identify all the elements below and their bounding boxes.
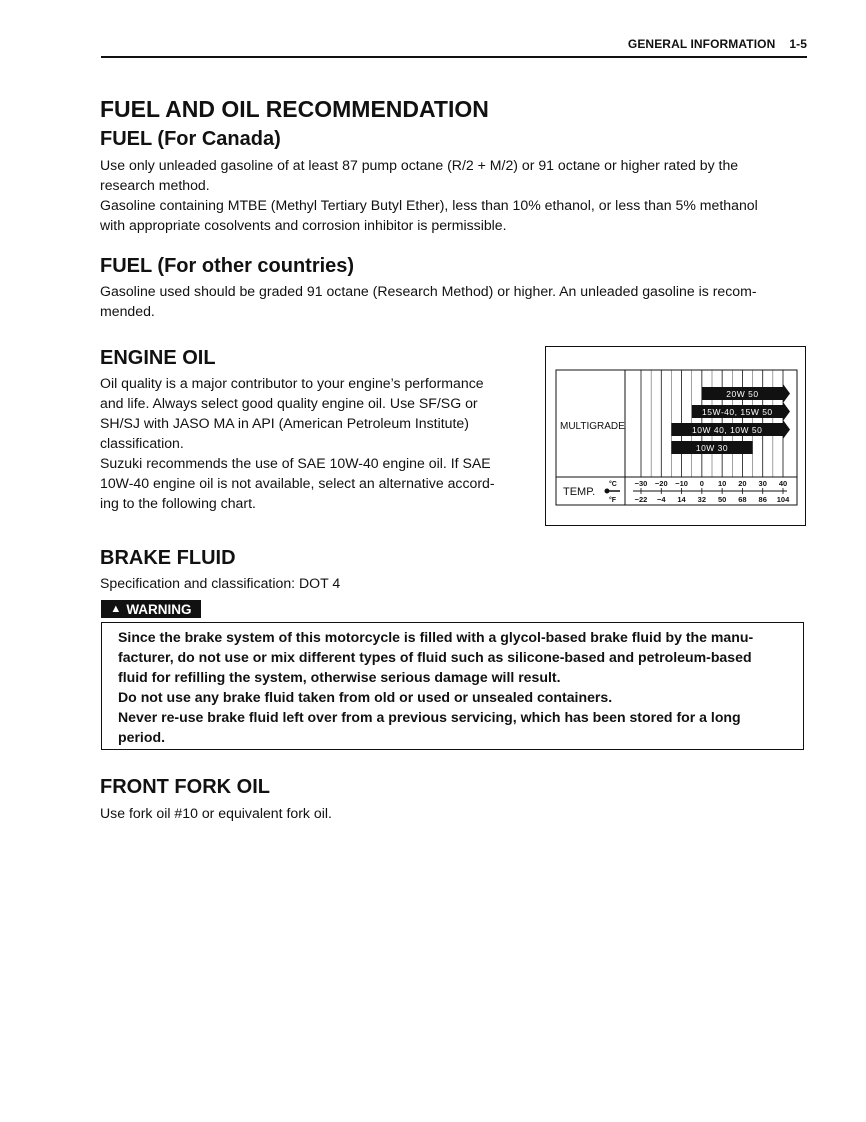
warning-box — [101, 622, 804, 750]
engine-oil-line: Oil quality is a major contributor to your engine’s performance — [100, 375, 484, 391]
fuel-canada-line: Gasoline containing MTBE (Methyl Tertiary Butyl Ether), less than 10% ethanol, or less than 5% methanol — [100, 197, 758, 213]
fuel-canada-line: research method. — [100, 177, 210, 193]
warning-line: Since the brake system of this motorcycle is filled with a glycol-based brake fluid by the manu- — [118, 629, 754, 645]
warning-triangle-icon: ▲ — [110, 603, 122, 615]
oil-grade-label: 10W 30 — [695, 443, 729, 453]
warning-label: WARNING — [126, 601, 192, 617]
warning-line: fluid for refilling the system, otherwise serious damage will result. — [118, 669, 561, 685]
tick-label-fahrenheit: 68 — [738, 495, 747, 504]
tick-label-celsius: 10 — [717, 479, 727, 488]
warning-text — [118, 627, 789, 747]
fuel-canada-paragraph — [100, 155, 806, 235]
fuel-other-paragraph — [100, 281, 806, 321]
oil-grade-label: 20W 50 — [726, 389, 759, 399]
temp-label: TEMP. — [563, 486, 596, 498]
engine-oil-line: and life. Always select good quality engine oil. Use SF/SG or — [100, 395, 478, 411]
fuel-canada-line: Use only unleaded gasoline of at least 87 pump octane (R/2 + M/2) or 91 octane or higher rated by the — [100, 157, 739, 173]
warning-line: period. — [118, 729, 165, 745]
tick-label-celsius: −30 — [634, 479, 648, 488]
engine-oil-line: classification. — [100, 435, 184, 451]
warning-line: Never re-use brake fluid left over from a previous servicing, which has been stored for a long — [118, 709, 741, 725]
engine-oil-heading: ENGINE OIL — [100, 347, 216, 369]
tick-label-fahrenheit: 104 — [776, 495, 790, 504]
tick-label-celsius: −10 — [675, 479, 688, 488]
tick-label-celsius: 20 — [738, 479, 747, 488]
thermometer-bulb-icon — [605, 489, 610, 494]
chart-bars — [671, 384, 790, 454]
engine-oil-line: SH/SJ with JASO MA in API (American Petroleum Institute) — [100, 415, 469, 431]
header-text — [614, 37, 807, 51]
oil-viscosity-chart — [545, 346, 806, 526]
warning-badge — [101, 600, 201, 618]
unit-fahrenheit-label: °F — [609, 497, 617, 504]
oil-grade-label: 10W 40, 10W 50 — [692, 425, 763, 435]
warning-line: facturer, do not use or mix different types of fluid such as silicone-based and petroleum-based — [118, 649, 752, 665]
page-title: FUEL AND OIL RECOMMENDATION — [100, 96, 489, 122]
multigrade-label: MULTIGRADE — [560, 421, 625, 432]
tick-label-fahrenheit: −4 — [657, 495, 666, 504]
engine-oil-line: Suzuki recommends the use of SAE 10W-40 engine oil. If SAE — [100, 455, 491, 471]
tick-label-celsius: 30 — [758, 479, 767, 488]
fuel-canada-heading: FUEL (For Canada) — [100, 128, 281, 150]
tick-label-celsius: 40 — [778, 479, 788, 488]
oil-grade-label: 15W-40, 15W 50 — [702, 407, 773, 417]
fuel-canada-line: with appropriate cosolvents and corrosion inhibitor is permissible. — [100, 217, 507, 233]
header-section: GENERAL INFORMATION — [627, 37, 776, 51]
fuel-other-heading: FUEL (For other countries) — [100, 255, 355, 277]
tick-label-fahrenheit: −22 — [634, 495, 648, 504]
header-page-number: 1-5 — [789, 37, 807, 51]
tick-label-fahrenheit: 50 — [717, 495, 727, 504]
unit-celsius-label: °C — [609, 481, 617, 488]
tick-label-celsius: −20 — [654, 479, 668, 488]
brake-fluid-spec: Specification and classification: DOT 4 — [100, 575, 341, 591]
engine-oil-line: 10W-40 engine oil is not available, select an alternative accord- — [100, 475, 495, 491]
engine-oil-line: ing to the following chart. — [100, 495, 256, 511]
fuel-other-line: mended. — [100, 303, 155, 319]
tick-label-fahrenheit: 86 — [758, 495, 767, 504]
tick-label-celsius: 0 — [699, 479, 704, 488]
tick-label-fahrenheit: 14 — [677, 495, 686, 504]
warning-line: Do not use any brake fluid taken from old or used or unsealed containers. — [118, 689, 613, 705]
oil-viscosity-chart-svg — [546, 347, 805, 525]
front-fork-text: Use fork oil #10 or equivalent fork oil. — [100, 805, 332, 821]
tick-label-fahrenheit: 32 — [697, 495, 707, 504]
fuel-other-line: Gasoline used should be graded 91 octane (Research Method) or higher. An unleaded gasoline is recom- — [100, 283, 757, 299]
front-fork-heading: FRONT FORK OIL — [100, 776, 270, 798]
engine-oil-paragraph — [100, 373, 521, 513]
brake-fluid-heading: BRAKE FLUID — [100, 547, 236, 569]
page-header — [101, 36, 807, 58]
